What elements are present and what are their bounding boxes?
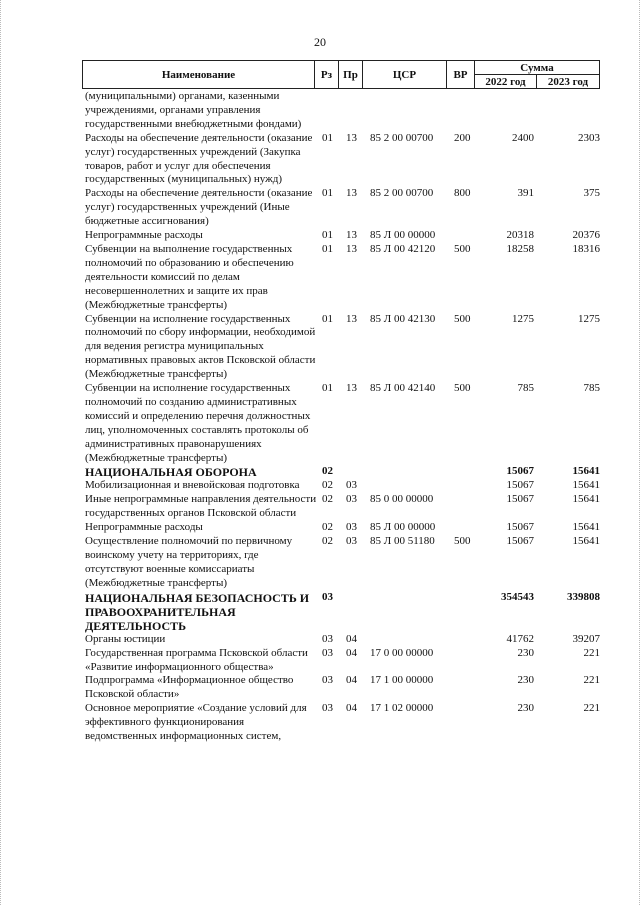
cell-rz: 01 [322,229,333,242]
cell-y2023: 1275 [578,312,600,325]
cell-vr [450,229,478,243]
cell-pr [342,591,366,633]
header-year-2022: 2022 год [475,75,537,89]
cell-pr: 13 [346,131,357,144]
cell-vr [450,591,478,633]
table-row [85,229,600,243]
cell-rz: 01 [322,312,333,325]
cell-y2022: 785 [517,382,534,395]
header-vr: ВР [447,61,475,89]
cell-rz: 02 [322,493,333,506]
budget-table [85,90,600,744]
cell-vr [450,647,478,675]
cell-vr: 800 [454,187,471,200]
cell-y2022: 15067 [506,521,534,534]
cell-y2022: 15067 [506,465,534,478]
cell-y2022: 354543 [501,590,534,603]
cell-rz: 03 [322,674,333,687]
cell-y2023: 15641 [572,479,600,492]
header-csr: ЦСР [363,61,447,89]
cell-pr: 04 [346,674,357,687]
page-edge-right [636,0,640,905]
cell-vr: 500 [454,242,471,255]
cell-rz: 01 [322,382,333,395]
cell-y2023: 221 [583,674,600,687]
table-row [85,633,600,647]
cell-y2022: 41762 [506,632,534,645]
cell-vr [450,493,478,521]
cell-y2022: 18258 [506,242,534,255]
cell-name: Непрограммные расходы [85,521,203,534]
cell-y2023: 39207 [572,632,600,645]
cell-name: Подпрограмма «Информационное общество Псковской области» [85,674,294,701]
cell-y2023: 18316 [572,242,600,255]
table-row [85,465,600,479]
cell-y2022: 230 [517,674,534,687]
cell-vr [450,479,478,493]
cell-vr [450,521,478,535]
cell-rz: 01 [322,187,333,200]
cell-name: Непрограммные расходы [85,229,203,242]
cell-rz: 02 [322,465,333,478]
cell-y2022 [478,90,538,132]
table-row [85,382,600,465]
cell-y2023: 221 [583,646,600,659]
cell-csr [366,479,450,493]
cell-name: Иные непрограммные направления деятельности государственных органов Псковской области [85,493,317,520]
cell-csr: 85 Л 00 42130 [370,312,436,325]
cell-rz: 03 [322,632,333,645]
cell-y2022: 15067 [506,493,534,506]
cell-csr: 17 1 00 00000 [370,674,434,687]
cell-vr [450,633,478,647]
cell-rz: 03 [322,702,333,715]
cell-y2023 [538,90,600,132]
cell-y2023: 15641 [572,465,600,478]
cell-rz [318,90,342,132]
cell-name: Государственная программа Псковской области «Развитие информационного общества» [85,646,308,673]
cell-csr: 85 Л 00 00000 [370,521,436,534]
cell-y2022: 391 [517,187,534,200]
cell-y2023: 20376 [572,229,600,242]
cell-y2022: 15067 [506,479,534,492]
table-row [85,591,600,633]
cell-name: НАЦИОНАЛЬНАЯ ОБОРОНА [85,465,257,480]
cell-rz: 03 [322,646,333,659]
header-pr: Пр [339,61,363,89]
cell-y2023: 15641 [572,521,600,534]
table-row [85,90,600,132]
cell-y2023: 339808 [567,590,600,603]
cell-rz: 02 [322,535,333,548]
cell-y2023: 221 [583,702,600,715]
cell-pr: 03 [346,521,357,534]
cell-pr: 13 [346,229,357,242]
table-row [85,313,600,383]
cell-name: Расходы на обеспечение деятельности (оказание услуг) государственных учреждений (Закупка товаров, работ и услуг для обеспечения государственных (муниципальных) нужд) [85,131,313,186]
cell-pr: 13 [346,312,357,325]
cell-csr: 85 2 00 00700 [370,131,434,144]
cell-y2022: 20318 [506,229,534,242]
cell-pr: 03 [346,479,357,492]
cell-name: Органы юстиции [85,632,166,645]
table-row [85,187,600,229]
cell-pr: 13 [346,382,357,395]
cell-rz: 03 [322,590,333,603]
cell-vr: 500 [454,312,471,325]
cell-y2023: 15641 [572,493,600,506]
table-row [85,702,600,744]
cell-csr: 85 Л 00 00000 [370,229,436,242]
cell-y2022: 15067 [506,535,534,548]
cell-pr: 03 [346,493,357,506]
cell-rz: 02 [322,479,333,492]
cell-y2023: 2303 [578,131,600,144]
cell-vr: 500 [454,535,471,548]
cell-csr [366,591,450,633]
budget-rows [85,90,600,744]
cell-name: Осуществление полномочий по первичному воинскому учету на территориях, где отсутствуют военные комиссариаты (Межбюджетные трансферты) [85,535,293,589]
cell-pr: 03 [346,535,357,548]
cell-csr [366,90,450,132]
cell-y2022: 230 [517,702,534,715]
cell-csr: 85 0 00 00000 [370,493,434,506]
table-header [82,60,600,89]
cell-rz: 01 [322,242,333,255]
cell-pr: 04 [346,702,357,715]
cell-rz: 02 [322,521,333,534]
cell-name: Мобилизационная и вневойсковая подготовка [85,479,300,492]
cell-y2023: 15641 [572,535,600,548]
cell-vr [450,702,478,744]
cell-name: Расходы на обеспечение деятельности (оказание услуг) государственных учреждений (Иные бюджетные ассигнования) [85,187,313,228]
cell-csr [366,633,450,647]
cell-vr [450,674,478,702]
cell-pr: 04 [346,646,357,659]
cell-csr: 17 0 00 00000 [370,646,434,659]
table-row [85,674,600,702]
cell-y2022: 230 [517,646,534,659]
cell-csr: 85 Л 00 42140 [370,382,436,395]
table-row [85,243,600,313]
cell-pr [342,465,366,479]
cell-name: Субвенции на исполнение государственных полномочий по созданию административных комиссий и определению перечня должностных лиц, уполномоченных составлять протоколы об административных правонарушениях (Межбюджетные трансферты) [85,382,311,464]
table-row [85,479,600,493]
cell-csr: 85 Л 00 42120 [370,242,436,255]
cell-name: Субвенции на выполнение государственных полномочий по образованию и обеспечению деятельности комиссий по делам несовершеннолетних и защите их прав (Межбюджетные трансферты) [85,242,294,311]
table-row [85,647,600,675]
cell-csr: 85 Л 00 51180 [370,535,435,548]
cell-vr: 200 [454,131,471,144]
cell-vr: 500 [454,382,471,395]
cell-name: Основное мероприятие «Создание условий для эффективного функционирования ведомственных информационных систем, [85,702,307,743]
header-sum: Сумма [475,61,600,75]
header-rz: Рз [315,61,339,89]
cell-name: (муниципальными) органами, казенными учреждениями, органами управления государственными внебюджетными фондами) [85,90,302,130]
table-row [85,132,600,188]
cell-name: НАЦИОНАЛЬНАЯ БЕЗОПАСНОСТЬ И ПРАВООХРАНИТЕЛЬНАЯ ДЕЯТЕЛЬНОСТЬ [85,590,310,633]
page-number: 20 [314,35,326,49]
page-edge-left [0,0,4,905]
cell-pr [342,90,366,132]
cell-y2022: 1275 [512,312,534,325]
cell-vr [450,465,478,479]
header-year-2023: 2023 год [537,75,600,89]
cell-y2022: 2400 [512,131,534,144]
table-row [85,493,600,521]
cell-csr [366,465,450,479]
table-row [85,535,600,591]
cell-y2023: 785 [583,382,600,395]
cell-rz: 01 [322,131,333,144]
table-row [85,521,600,535]
cell-name: Субвенции на исполнение государственных полномочий по сбору информации, необходимой для ведения регистра муниципальных нормативных правовых актов Псковской области (Межбюджетные трансферты) [85,312,316,381]
cell-pr: 13 [346,187,357,200]
header-name: Наименование [83,61,315,89]
cell-y2023: 375 [583,187,600,200]
cell-vr [450,90,478,132]
cell-csr: 17 1 02 00000 [370,702,434,715]
cell-pr: 04 [346,632,357,645]
cell-csr: 85 2 00 00700 [370,187,434,200]
cell-pr: 13 [346,242,357,255]
